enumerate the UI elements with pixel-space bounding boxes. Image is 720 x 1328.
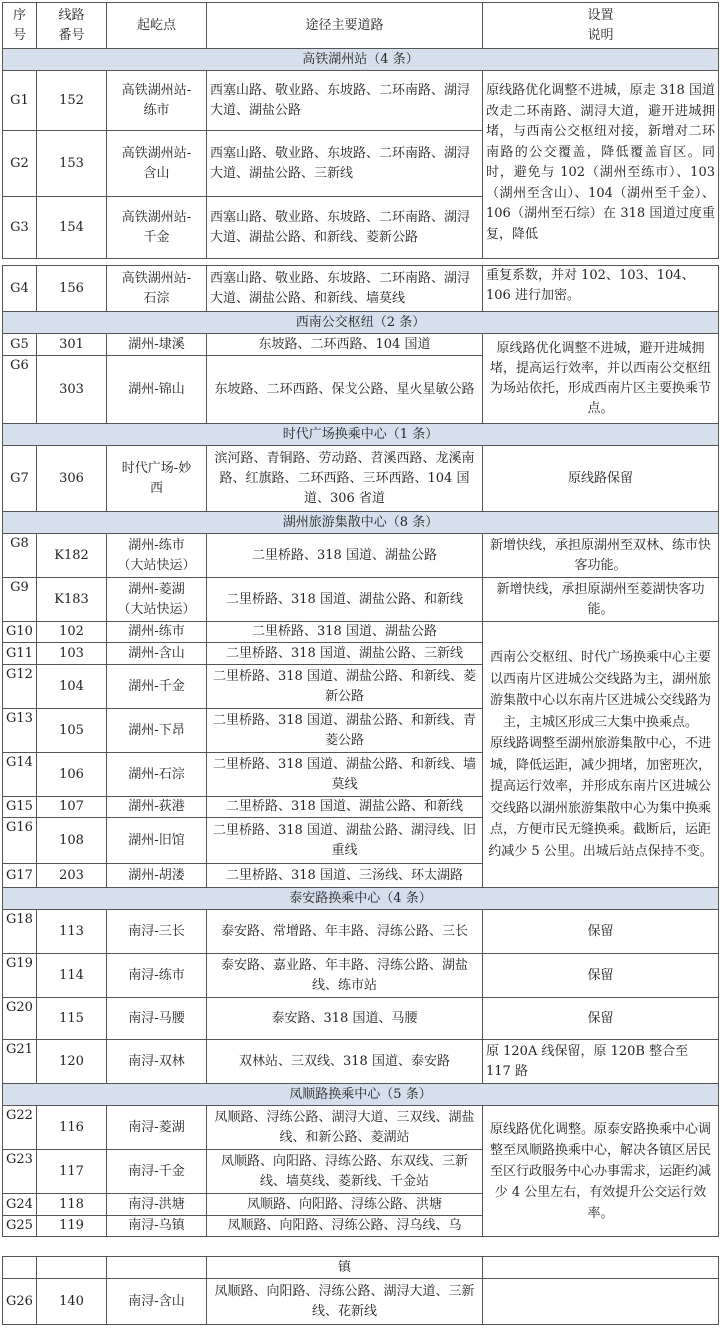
- row-road: 东坡路、二环西路、104 国道: [207, 334, 483, 356]
- row-desc: 原 120A 线保留，原 120B 整合至 117 路: [483, 1040, 719, 1084]
- row-od: 南浔-菱湖: [107, 1106, 207, 1150]
- header-line: 线路 番号: [37, 3, 107, 49]
- table-row: [3, 266, 719, 312]
- row-od: 南浔-练市: [107, 954, 207, 998]
- row-desc: 西南公交枢纽、时代广场换乘中心主要以西南片区进城公交线路为主，湖州旅游集散中心以东南片区进城公交线路为主，主城区形成三大集中换乘点。 原线路调整至湖州旅游集散中心，不进城，降低运距，减少拥堵，加密班次，提高运行效率，并形成东南片区进城公交线路以湖州旅游集散中心为集中换乘点，方便市民无缝换乘。截断后，运距约减少 5 公里。出城后站点保持不变。: [483, 622, 719, 888]
- row-road: 二里桥路、318 国道、湖盐公路、和新线、菱新公路: [207, 665, 483, 709]
- row-road: 二里桥路、318 国道、湖盐公路、和新线: [207, 578, 483, 622]
- section-header: [3, 1084, 719, 1106]
- section-header: [3, 512, 719, 534]
- table-row: [3, 446, 719, 512]
- table-row-continuation: [3, 1257, 719, 1279]
- row-line: 154: [37, 197, 107, 259]
- row-no: G10: [3, 622, 37, 643]
- header-row: [3, 3, 719, 49]
- row-od: 湖州-含山: [107, 643, 207, 665]
- row-desc: 原线路优化调整不进城，原走 318 国道改走二环南路、湖浔大道，避开进城拥堵，与西南公交枢纽对接，新增对二环南路的公交覆盖，降低覆盖盲区。同时，避免与 102（湖州至练市）、103（湖州至含山）、104（湖州至千金）、106（湖州至石综）在 318 国道过度重复，降低: [483, 71, 719, 259]
- section-header: [3, 49, 719, 71]
- table-row: [3, 622, 719, 643]
- row-road: 凤顺路、向阳路、浔练公路、湖浔大道、三新线、花新线: [207, 1279, 483, 1325]
- row-line: 105: [37, 709, 107, 753]
- header-od: 起屹点: [107, 3, 207, 49]
- row-no: G7: [3, 446, 37, 512]
- row-od: 南浔-三长: [107, 910, 207, 954]
- row-line: 306: [37, 446, 107, 512]
- row-od: 湖州-下昂: [107, 709, 207, 753]
- table-row: [3, 1279, 719, 1325]
- row-od: 高铁湖州站- 石淙: [107, 266, 207, 312]
- row-no: G9: [3, 578, 37, 622]
- row-line: 108: [37, 818, 107, 864]
- route-table-part1: [2, 2, 719, 259]
- row-no: G23: [3, 1150, 37, 1194]
- row-od: 湖州-胡溇: [107, 864, 207, 888]
- section-header: [3, 888, 719, 910]
- table-row: [3, 1040, 719, 1084]
- row-od: 湖州-菱湖 （大站快运）: [107, 578, 207, 622]
- row-line: 118: [37, 1194, 107, 1216]
- row-line: 103: [37, 643, 107, 665]
- table-row: [3, 954, 719, 998]
- row-no: G20: [3, 998, 37, 1040]
- row-no: [3, 1257, 37, 1279]
- row-od: 湖州-旧馆: [107, 818, 207, 864]
- row-line: 301: [37, 334, 107, 356]
- row-road: 二里桥路、318 国道、湖盐公路: [207, 534, 483, 578]
- table-row: [3, 534, 719, 578]
- row-road: 二里桥路、318 国道、湖盐公路、湖浔线、旧重线: [207, 818, 483, 864]
- section-header: [3, 312, 719, 334]
- row-road: 西塞山路、敬业路、东坡路、二环南路、湖浔大道、湖盐公路、和新线、墙莫线: [207, 266, 483, 312]
- row-line: 113: [37, 910, 107, 954]
- row-road: 凤顺路、向阳路、浔练公路、浔乌线、乌: [207, 1216, 483, 1237]
- section-title: 西南公交枢纽（2 条）: [3, 312, 719, 334]
- row-no: G6: [3, 356, 37, 424]
- row-road: 西塞山路、敬业路、东坡路、二环南路、湖浔大道、湖盐公路、三新线: [207, 131, 483, 197]
- row-od: [107, 1257, 207, 1279]
- row-line: 140: [37, 1279, 107, 1325]
- row-desc: [483, 1279, 719, 1325]
- row-road: 双林站、三双线、318 国道、泰安路: [207, 1040, 483, 1084]
- row-line: 153: [37, 131, 107, 197]
- row-no: G24: [3, 1194, 37, 1216]
- row-od: 高铁湖州站- 练市: [107, 71, 207, 131]
- row-line: K183: [37, 578, 107, 622]
- row-road: 二里桥路、318 国道、湖盐公路、和新线: [207, 797, 483, 818]
- row-desc: [483, 1257, 719, 1279]
- row-line: 115: [37, 998, 107, 1040]
- row-no: G19: [3, 954, 37, 998]
- table-row: [3, 71, 719, 131]
- row-road: 二里桥路、318 国道、湖盐公路、三新线: [207, 643, 483, 665]
- row-od: 湖州-锦山: [107, 356, 207, 424]
- row-no: G8: [3, 534, 37, 578]
- row-road: 镇: [207, 1257, 483, 1279]
- row-line: 119: [37, 1216, 107, 1237]
- row-od: 南浔-双林: [107, 1040, 207, 1084]
- row-line: 102: [37, 622, 107, 643]
- row-road: 凤顺路、浔练公路、湖浔大道、三双线、湖盐线、和新公路、菱湖站: [207, 1106, 483, 1150]
- section-title: 泰安路换乘中心（4 条）: [3, 888, 719, 910]
- row-desc: 原线路优化调整。原泰安路换乘中心调整至凤顺路换乘中心，解决各镇区居民至区行政服务中心办事需求，运距约减少 4 公里左右，有效提升公交运行效率。: [483, 1106, 719, 1237]
- route-table-part2: [2, 265, 719, 1237]
- row-desc: 重复系数，并对 102、103、104、106 进行加密。: [483, 266, 719, 312]
- table-row: [3, 334, 719, 356]
- section-title: 高铁湖州站（4 条）: [3, 49, 719, 71]
- header-road: 途径主要道路: [207, 3, 483, 49]
- row-no: G15: [3, 797, 37, 818]
- section-title: 湖州旅游集散中心（8 条）: [3, 512, 719, 534]
- row-od: 时代广场-妙 西: [107, 446, 207, 512]
- row-no: G2: [3, 131, 37, 197]
- row-line: 156: [37, 266, 107, 312]
- row-no: G21: [3, 1040, 37, 1084]
- section-title: 时代广场换乘中心（1 条）: [3, 424, 719, 446]
- row-no: G22: [3, 1106, 37, 1150]
- row-line: K182: [37, 534, 107, 578]
- row-no: G14: [3, 753, 37, 797]
- row-line: 116: [37, 1106, 107, 1150]
- row-line: 120: [37, 1040, 107, 1084]
- row-od: 南浔-千金: [107, 1150, 207, 1194]
- row-road: 凤顺路、向阳路、浔练公路、东双线、三新线、墙莫线、菱新线、千金站: [207, 1150, 483, 1194]
- row-road: 二里桥路、318 国道、湖盐公路: [207, 622, 483, 643]
- row-od: 南浔-马腰: [107, 998, 207, 1040]
- row-no: G12: [3, 665, 37, 709]
- row-od: 湖州-千金: [107, 665, 207, 709]
- table-row: [3, 1106, 719, 1150]
- row-desc: 保留: [483, 998, 719, 1040]
- row-no: G3: [3, 197, 37, 259]
- row-no: G5: [3, 334, 37, 356]
- row-road: 凤顺路、向阳路、浔练公路、洪塘: [207, 1194, 483, 1216]
- row-no: G4: [3, 266, 37, 312]
- row-road: 泰安路、嘉业路、年丰路、浔练公路、湖盐线、练市站: [207, 954, 483, 998]
- row-desc: 新增快线，承担原湖州至菱湖快客功能。: [483, 578, 719, 622]
- row-road: 二里桥路、318 国道、三汤线、环太湖路: [207, 864, 483, 888]
- row-od: 南浔-含山: [107, 1279, 207, 1325]
- row-road: 二里桥路、318 国道、湖盐公路、和新线、墙莫线: [207, 753, 483, 797]
- row-line: 104: [37, 665, 107, 709]
- header-no: 序 号: [3, 3, 37, 49]
- row-no: G11: [3, 643, 37, 665]
- row-road: 西塞山路、敬业路、东坡路、二环南路、湖浔大道、湖盐公路: [207, 71, 483, 131]
- row-line: 303: [37, 356, 107, 424]
- row-od: 高铁湖州站- 千金: [107, 197, 207, 259]
- row-line: 107: [37, 797, 107, 818]
- row-line: 203: [37, 864, 107, 888]
- row-road: 泰安路、常增路、年丰路、浔练公路、三长: [207, 910, 483, 954]
- row-road: 西塞山路、敬业路、东坡路、二环南路、湖浔大道、湖盐公路、和新线、菱新公路: [207, 197, 483, 259]
- route-table-part3: [2, 1256, 719, 1325]
- row-od: 南浔-洪塘: [107, 1194, 207, 1216]
- row-road: 二里桥路、318 国道、湖盐公路、和新线、青菱公路: [207, 709, 483, 753]
- row-road: 泰安路、318 国道、马腰: [207, 998, 483, 1040]
- row-od: 湖州-荻港: [107, 797, 207, 818]
- row-desc: 原线路优化调整不进城，避开进城拥堵，提高运行效率，并以西南公交枢纽为场站依托，形成西南片区主要换乘节点。: [483, 334, 719, 424]
- row-od: 湖州-石淙: [107, 753, 207, 797]
- row-od: 湖州-练市 （大站快运）: [107, 534, 207, 578]
- row-no: G16: [3, 818, 37, 864]
- section-title: 凤顺路换乘中心（5 条）: [3, 1084, 719, 1106]
- row-line: [37, 1257, 107, 1279]
- row-no: G13: [3, 709, 37, 753]
- row-desc: 新增快线，承担原湖州至双林、练市快客功能。: [483, 534, 719, 578]
- table-row: [3, 910, 719, 954]
- section-header: [3, 424, 719, 446]
- row-road: 东坡路、二环西路、保戈公路、星火星敏公路: [207, 356, 483, 424]
- row-no: G25: [3, 1216, 37, 1237]
- row-desc: 保留: [483, 910, 719, 954]
- row-road: 滨河路、青铜路、劳动路、苕溪西路、龙溪南路、红旗路、二环西路、三环西路、104 国道、306 省道: [207, 446, 483, 512]
- row-od: 高铁湖州站- 含山: [107, 131, 207, 197]
- row-od: 湖州-埭溪: [107, 334, 207, 356]
- row-line: 106: [37, 753, 107, 797]
- table-row: [3, 578, 719, 622]
- row-desc: 保留: [483, 954, 719, 998]
- row-line: 152: [37, 71, 107, 131]
- row-no: G26: [3, 1279, 37, 1325]
- row-od: 南浔-乌镇: [107, 1216, 207, 1237]
- row-od: 湖州-练市: [107, 622, 207, 643]
- row-line: 117: [37, 1150, 107, 1194]
- row-no: G17: [3, 864, 37, 888]
- row-no: G1: [3, 71, 37, 131]
- table-row: [3, 998, 719, 1040]
- row-desc: 原线路保留: [483, 446, 719, 512]
- row-line: 114: [37, 954, 107, 998]
- row-no: G18: [3, 910, 37, 954]
- header-desc: 设置 说明: [483, 3, 719, 49]
